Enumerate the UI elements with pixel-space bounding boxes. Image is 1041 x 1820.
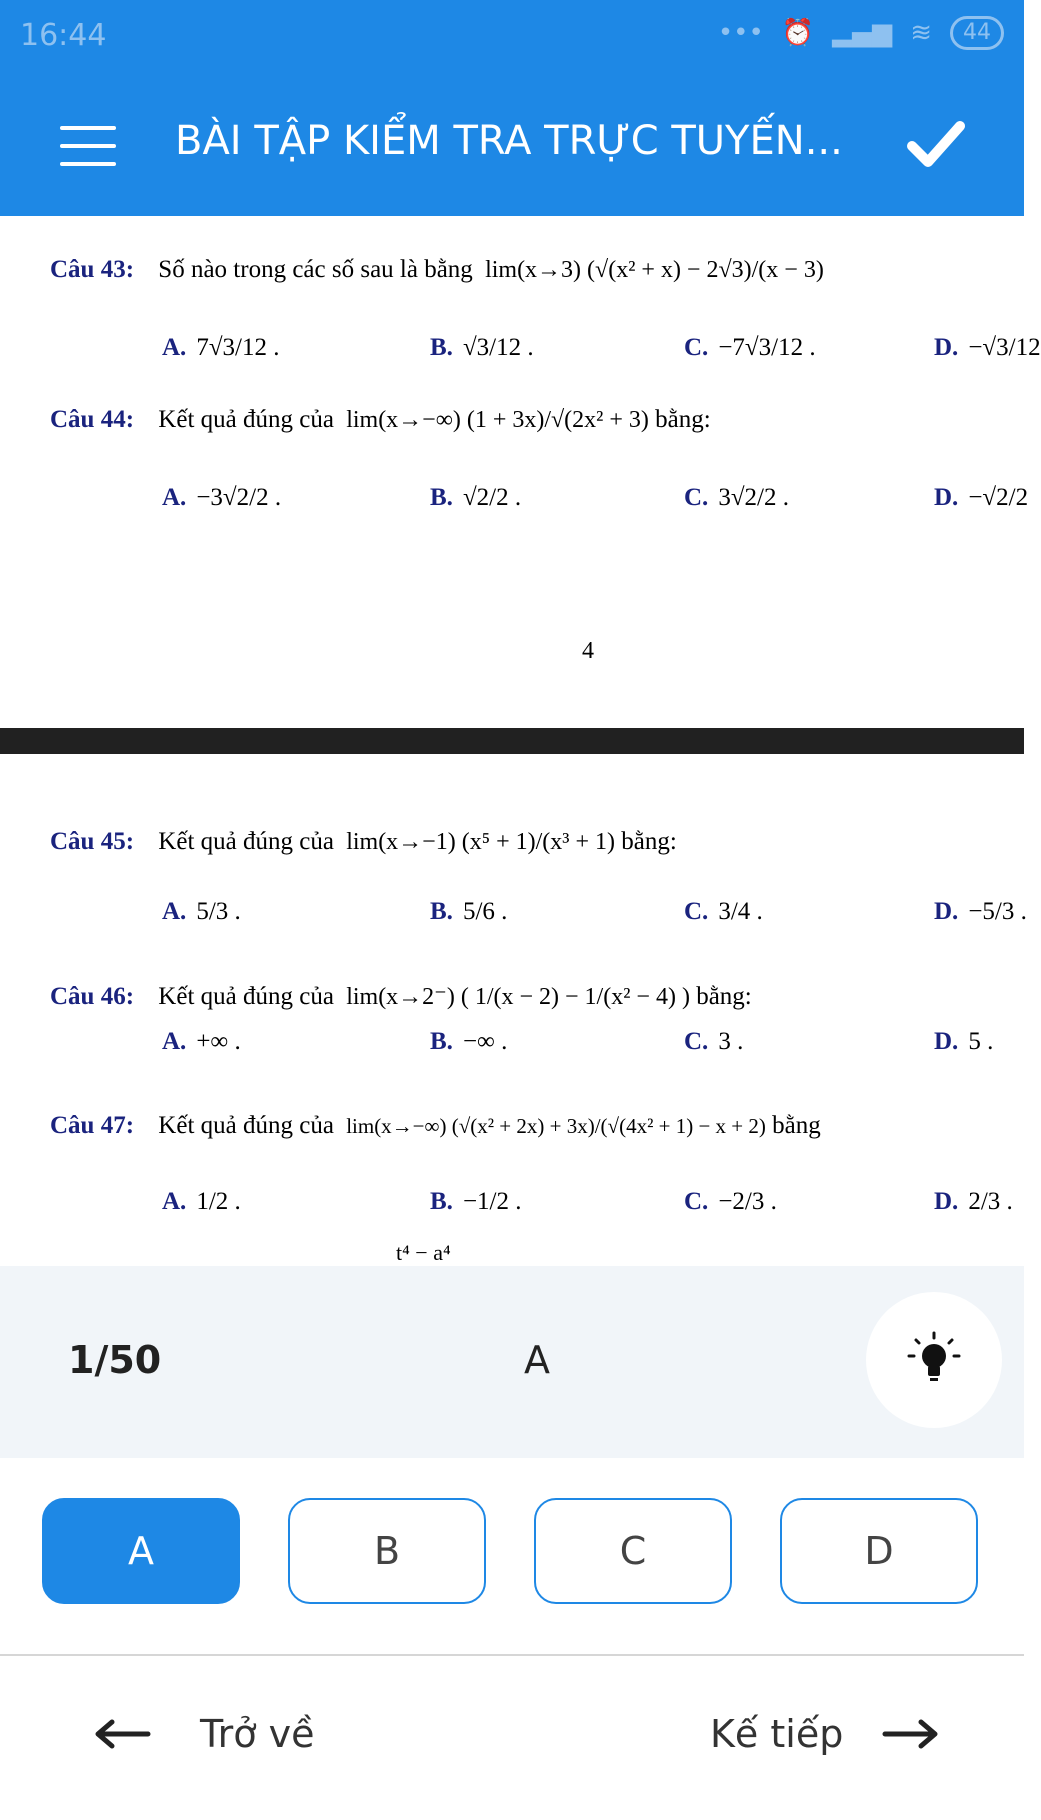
hint-button[interactable] (866, 1292, 1002, 1428)
question-44: Câu 44: Kết quả đúng của lim(x→−∞) (1 + 3x)/√(2x² + 3) bằng: (50, 406, 711, 433)
back-label: Trở về (200, 1712, 315, 1756)
next-button[interactable] (710, 1712, 941, 1756)
partial-next-question: t⁴ − a⁴ (396, 1240, 451, 1265)
question-47: Câu 47: Kết quả đúng của lim(x→−∞) (√(x² + 2x) + 3x)/(√(4x² + 1) − x + 2) bằng (50, 1112, 821, 1139)
page-title: BÀI TẬP KIỂM TRA TRỰC TUYẾN... (175, 118, 843, 164)
question-45: Câu 45: Kết quả đúng của lim(x→−1) (x⁵ + 1)/(x³ + 1) bằng: (50, 828, 677, 855)
selected-answer: A (524, 1338, 550, 1382)
question-45-option-a: A. 5/3 . (162, 898, 241, 925)
question-46-option-b: B. −∞ . (430, 1028, 508, 1055)
question-44-option-b: B. √2/2 . (430, 484, 522, 511)
status-icons (718, 16, 1004, 50)
question-46-option-a: A. +∞ . (162, 1028, 241, 1055)
alarm-icon: ⏰ (781, 18, 815, 48)
question-46: Câu 46: Kết quả đúng của lim(x→2⁻) ( 1/(x − 2) − 1/(x² − 4) ) bằng: (50, 983, 752, 1010)
divider (0, 1654, 1024, 1656)
lightbulb-icon (904, 1330, 964, 1390)
choice-c-button[interactable]: C (534, 1498, 732, 1604)
choice-a-button[interactable]: A (42, 1498, 240, 1604)
question-47-option-d: D. 2/3 . (934, 1188, 1013, 1215)
question-47-option-a: A. 1/2 . (162, 1188, 241, 1215)
check-icon[interactable] (904, 112, 968, 176)
back-button[interactable] (92, 1712, 314, 1756)
question-44-option-a: A. −3√2/2 . (162, 484, 282, 511)
question-43: Câu 43: Số nào trong các số sau là bằng lim(x→3) (√(x² + x) − 2√3)/(x − 3) (50, 256, 824, 283)
page-separator (0, 728, 1024, 754)
arrow-left-icon (92, 1719, 150, 1749)
question-43-option-c: C. −7√3/12 . (684, 334, 816, 361)
question-47-option-c: C. −2/3 . (684, 1188, 777, 1215)
question-45-option-b: B. 5/6 . (430, 898, 508, 925)
answer-choices (0, 1498, 1024, 1610)
question-46-option-c: C. 3 . (684, 1028, 744, 1055)
question-43-option-b: B. √3/12 . (430, 334, 534, 361)
status-time: 16:44 (20, 18, 107, 53)
signal-icon: ▂▄▆ (832, 18, 893, 48)
question-44-option-c: C. 3√2/2 . (684, 484, 789, 511)
status-bar (0, 0, 1024, 72)
exercise-document[interactable] (0, 216, 1041, 1266)
app-bar (0, 72, 1024, 216)
wifi-icon: ≋ (910, 18, 932, 48)
more-icon: ••• (717, 18, 764, 48)
choice-b-button[interactable]: B (288, 1498, 486, 1604)
choice-d-button[interactable]: D (780, 1498, 978, 1604)
arrow-right-icon (883, 1719, 941, 1749)
question-47-option-b: B. −1/2 . (430, 1188, 522, 1215)
menu-icon[interactable] (60, 126, 116, 166)
next-label: Kế tiếp (710, 1712, 844, 1756)
page-number: 4 (582, 638, 594, 664)
question-45-option-d: D. −5/3 . (934, 898, 1027, 925)
question-44-option-d: D. −√2/2 (934, 484, 1029, 511)
question-counter: 1/50 (68, 1338, 162, 1382)
question-46-option-d: D. 5 . (934, 1028, 994, 1055)
question-43-option-a: A. 7√3/12 . (162, 334, 280, 361)
battery-indicator: 44 (950, 16, 1004, 50)
answer-bar (0, 1266, 1024, 1458)
question-43-option-d: D. −√3/12 (934, 334, 1041, 361)
question-45-option-c: C. 3/4 . (684, 898, 763, 925)
